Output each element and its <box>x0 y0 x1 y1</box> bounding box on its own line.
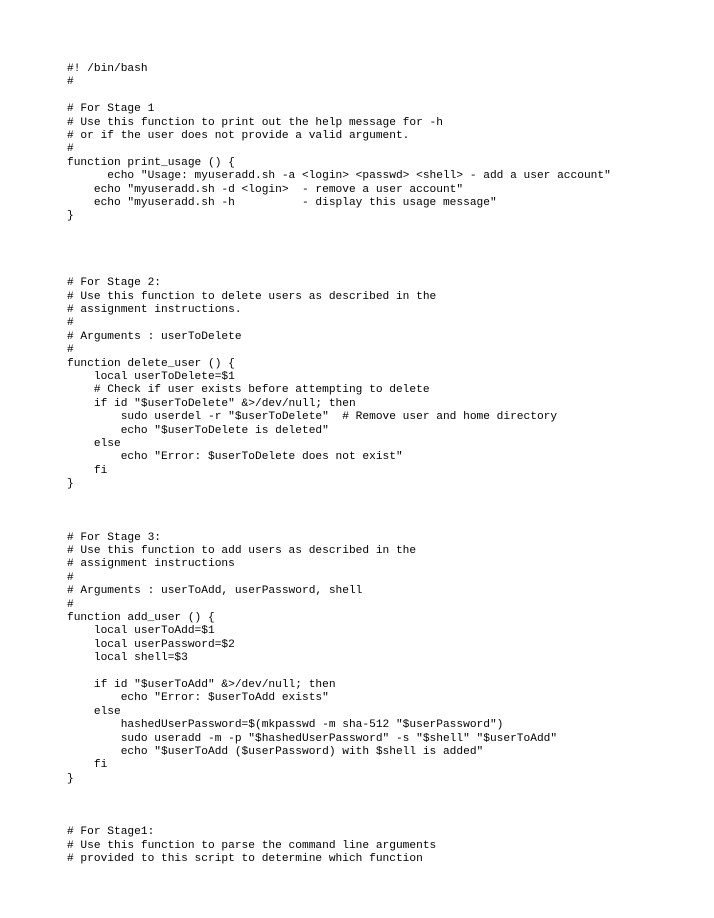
code-line <box>67 813 611 826</box>
code-line <box>67 799 611 812</box>
code-line: # Use this function to print out the help message for -h <box>67 116 443 129</box>
code-line <box>67 90 611 103</box>
code-line: if id "$userToDelete" &>/dev/null; then <box>67 397 356 410</box>
code-line: # assignment instructions <box>67 558 235 571</box>
code-line: else <box>67 437 121 450</box>
code-listing <box>67 63 611 866</box>
code-line <box>67 237 611 250</box>
code-line: echo "Error: $userToAdd exists" <box>67 692 329 705</box>
code-line: else <box>67 705 121 718</box>
code-line: # Use this function to parse the command line arguments <box>67 839 437 852</box>
code-line: } <box>67 210 74 223</box>
code-line: local shell=$3 <box>67 652 188 665</box>
code-line: echo "Usage: myuseradd.sh -a <login> <passwd> <shell> - add a user account" <box>67 170 611 183</box>
code-line: # Use this function to delete users as described in the <box>67 290 437 303</box>
code-line: # For Stage1: <box>67 826 155 839</box>
code-line: # <box>67 76 74 89</box>
code-line: # For Stage 3: <box>67 531 161 544</box>
code-line: # Arguments : userToDelete <box>67 330 242 343</box>
code-line: # <box>67 143 74 156</box>
code-line <box>67 250 611 263</box>
code-line <box>67 224 611 237</box>
code-line: fi <box>67 464 108 477</box>
code-line: sudo userdel -r "$userToDelete" # Remove user and home directory <box>67 411 558 424</box>
code-line: local userToDelete=$1 <box>67 370 235 383</box>
code-line: function add_user () { <box>67 612 215 625</box>
code-line: } <box>67 772 74 785</box>
code-line: # <box>67 571 74 584</box>
code-line <box>67 666 611 679</box>
code-line: # <box>67 598 74 611</box>
code-line: # Check if user exists before attempting to delete <box>67 384 430 397</box>
code-line <box>67 264 611 277</box>
code-line <box>67 518 611 531</box>
code-line: # assignment instructions. <box>67 304 242 317</box>
code-line: local userToAdd=$1 <box>67 625 215 638</box>
code-line: echo "$userToAdd ($userPassword) with $shell is added" <box>67 745 484 758</box>
code-line: sudo useradd -m -p "$hashedUserPassword" -s "$shell" "$userToAdd" <box>67 732 558 745</box>
code-line: } <box>67 478 74 491</box>
code-line: fi <box>67 759 108 772</box>
code-line: # <box>67 317 74 330</box>
code-line: # provided to this script to determine which function <box>67 853 423 866</box>
code-line <box>67 505 611 518</box>
code-line: echo "$userToDelete is deleted" <box>67 424 329 437</box>
code-line: # Arguments : userToAdd, userPassword, shell <box>67 585 363 598</box>
code-line: function print_usage () { <box>67 156 235 169</box>
code-line: function delete_user () { <box>67 357 235 370</box>
code-line: local userPassword=$2 <box>67 638 235 651</box>
code-line: # For Stage 1 <box>67 103 155 116</box>
code-line: # or if the user does not provide a valid argument. <box>67 129 410 142</box>
code-line: # For Stage 2: <box>67 277 161 290</box>
code-line: # Use this function to add users as described in the <box>67 545 417 558</box>
code-line: hashedUserPassword=$(mkpasswd -m sha-512 "$userPassword") <box>67 719 504 732</box>
code-line: #! /bin/bash <box>67 63 148 75</box>
code-line: echo "Error: $userToDelete does not exist" <box>67 451 403 464</box>
code-line <box>67 492 611 505</box>
code-line: # <box>67 344 74 357</box>
code-line <box>67 786 611 799</box>
code-line: echo "myuseradd.sh -h - display this usage message" <box>67 196 497 209</box>
code-line: echo "myuseradd.sh -d <login> - remove a user account" <box>67 183 464 196</box>
code-line: if id "$userToAdd" &>/dev/null; then <box>67 678 336 691</box>
